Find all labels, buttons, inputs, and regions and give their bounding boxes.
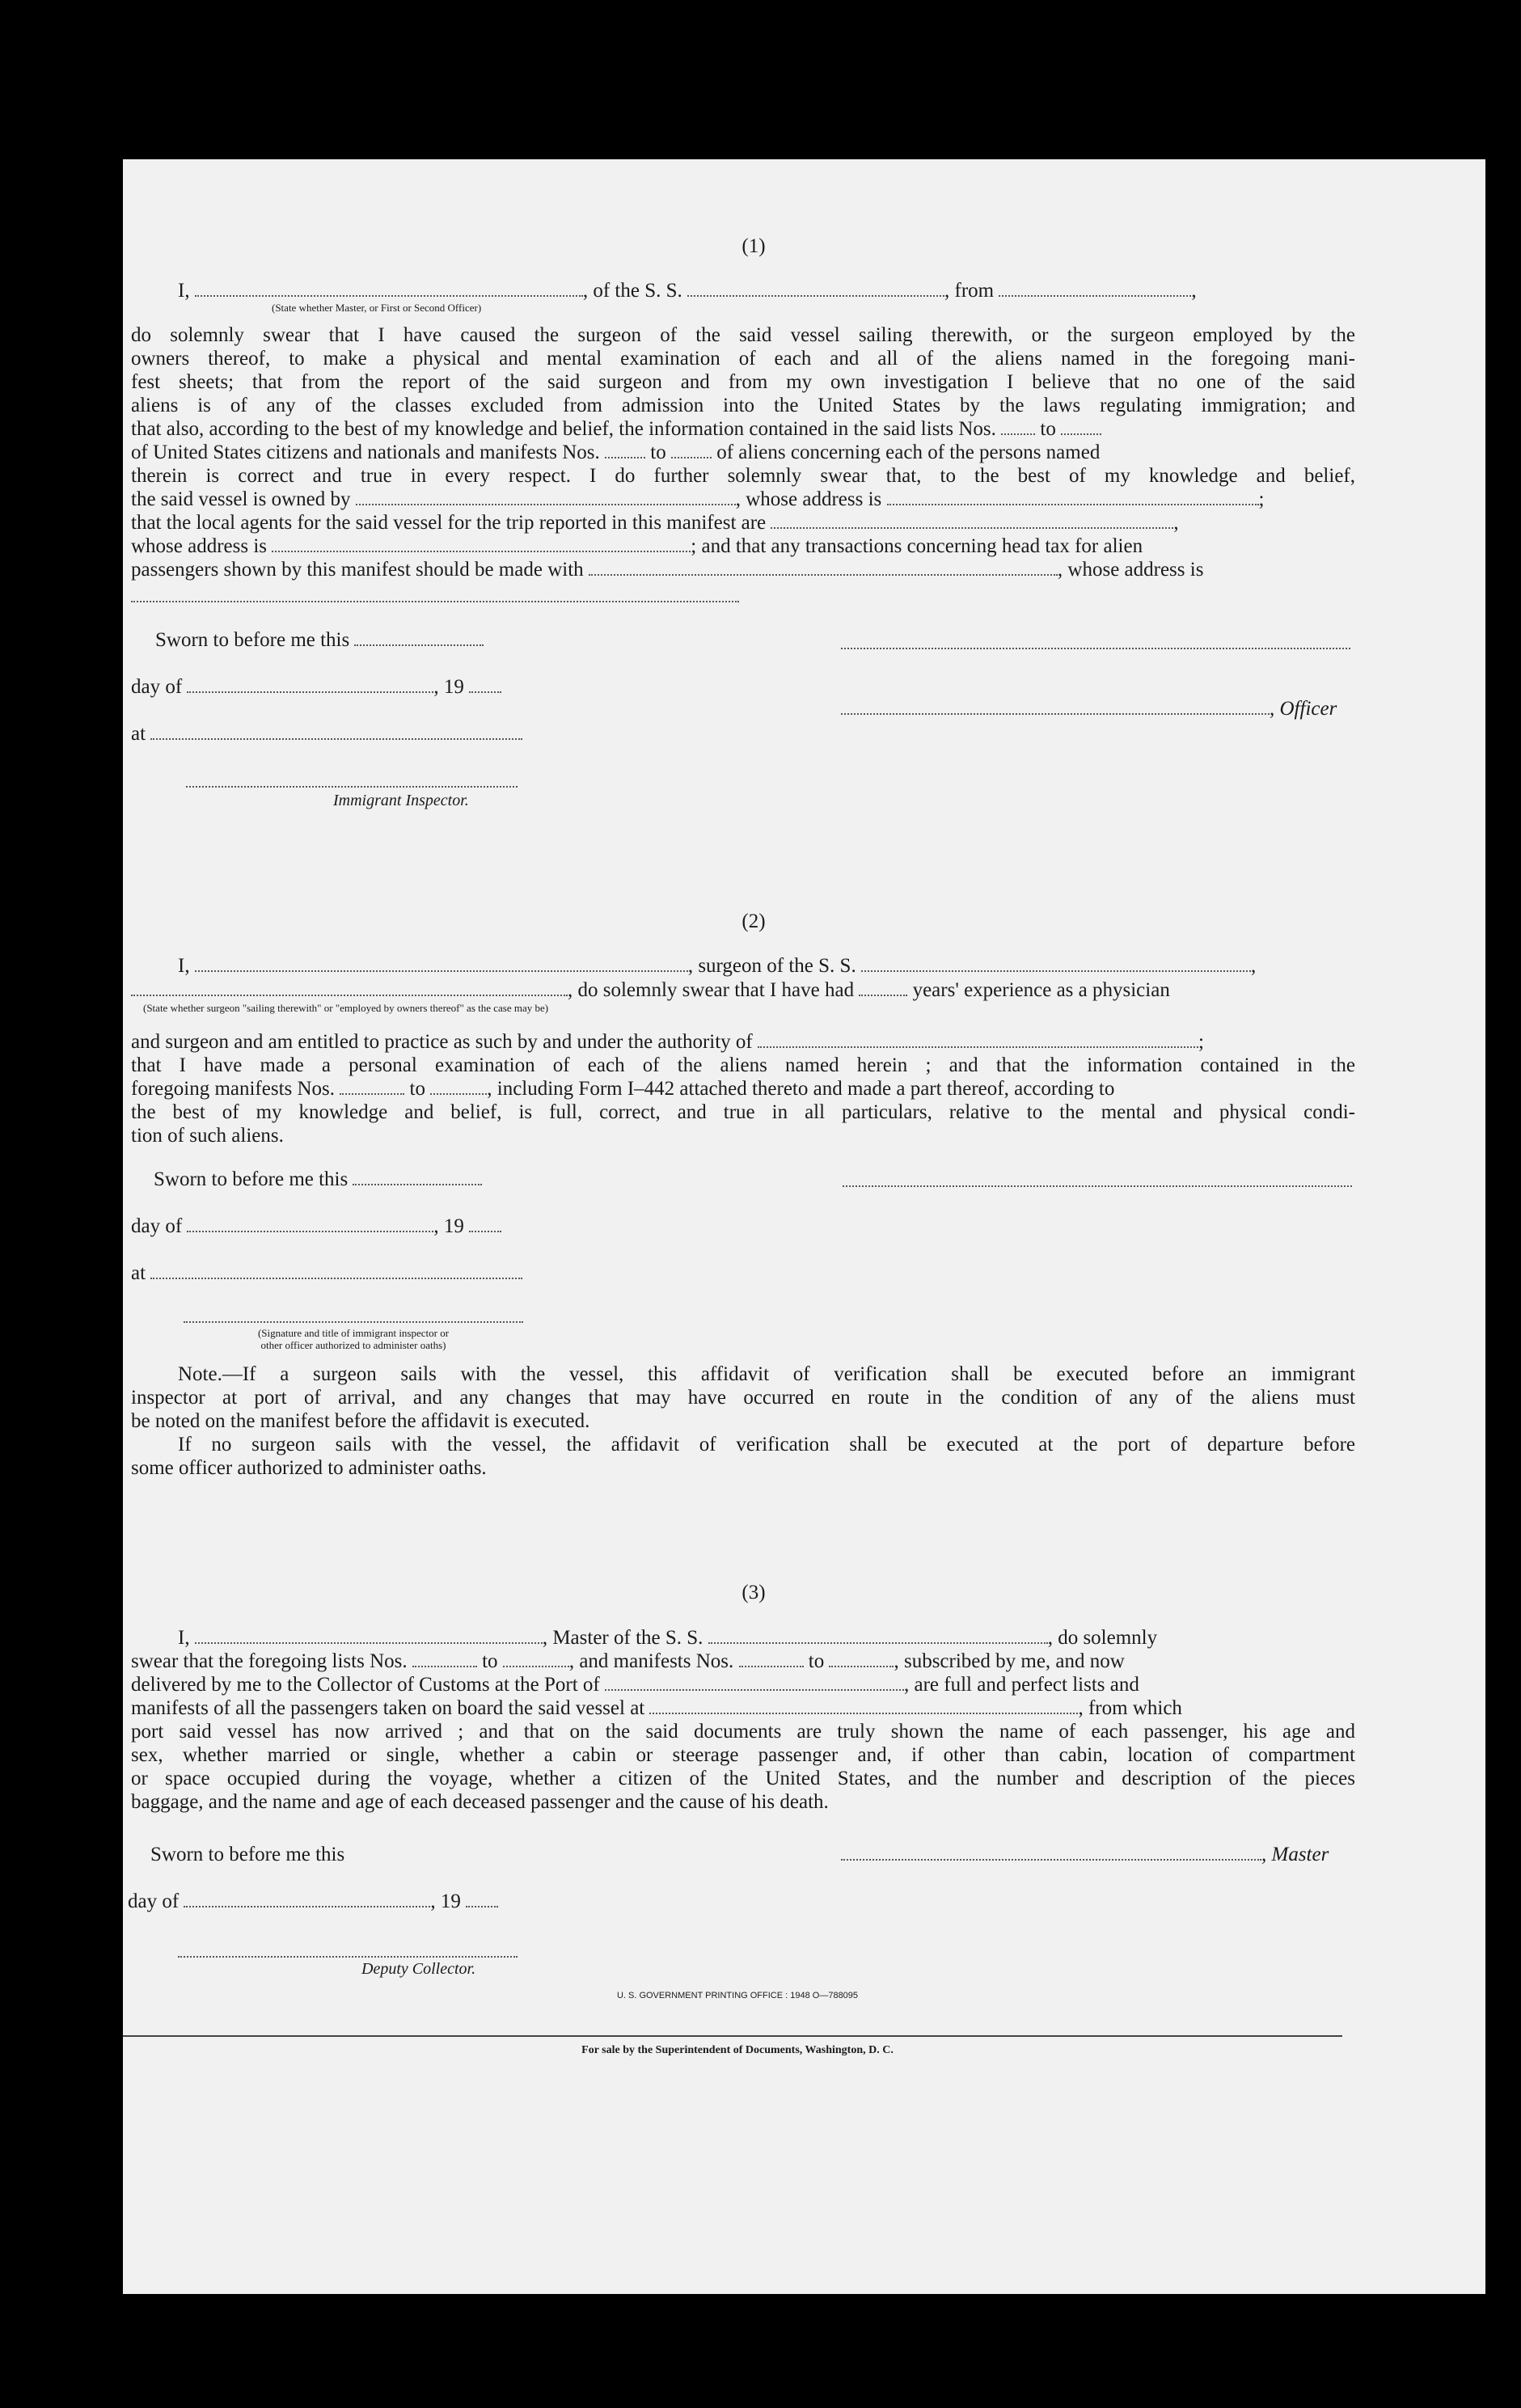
section3-body-4: baggage, and the name and age of each deceased passenger and the cause of his death. xyxy=(131,1791,829,1813)
s3-year-field[interactable] xyxy=(466,1890,498,1907)
section3-line2: swear that the foregoing lists Nos. to , and manifests Nos. to , subscribed by me, and now xyxy=(131,1650,1125,1672)
s3-day-of-line: day of , 19 xyxy=(128,1890,498,1914)
s2-signature-caption-1: (Signature and title of immigrant inspector or xyxy=(257,1327,450,1339)
manifests-to-field[interactable] xyxy=(671,441,712,458)
section1-line10: whose address is ; and that any transactions concerning head tax for alien xyxy=(131,535,1143,557)
surgeon-type-field[interactable] xyxy=(131,978,568,996)
s2-place-field[interactable] xyxy=(150,1261,522,1279)
section3-line4: manifests of all the passengers taken on board the said vessel at , from which xyxy=(131,1697,1182,1719)
s1-day-of-line: day of , 19 xyxy=(131,675,501,699)
section2-line2: , do solemnly swear that I have had years' experience as a physician xyxy=(131,978,1170,1003)
officer-name-field[interactable] xyxy=(195,279,583,297)
master-signature-field[interactable] xyxy=(841,1843,1261,1861)
s3-manifests-to-field[interactable] xyxy=(829,1650,894,1667)
s2-sworn-line: Sworn to before me this xyxy=(154,1168,482,1192)
section-number-3: (3) xyxy=(741,1582,766,1603)
section1-body-4: aliens is of any of the classes excluded from admission into the United States by the laws regulating immigration; and xyxy=(131,395,1355,416)
officer-signature-top-field[interactable] xyxy=(841,648,1350,649)
surgeon-signature-field[interactable] xyxy=(843,1185,1352,1187)
port-from-field[interactable] xyxy=(999,279,1191,297)
section1-line7: therein is correct and true in every respect. I do further solemnly swear that, to the best of my knowledge and belief, xyxy=(131,465,1355,487)
section3-body-3: or space occupied during the voyage, whether a citizen of the United States, and the number and description of the pieces xyxy=(131,1768,1355,1789)
s3-vessel-field[interactable] xyxy=(708,1626,1048,1644)
form-page xyxy=(123,159,1485,2294)
section1-line11: passengers shown by this manifest should be made with , whose address is xyxy=(131,559,1204,581)
inspector-signature-field[interactable] xyxy=(186,786,518,788)
section1-line8: the said vessel is owned by , whose address is ; xyxy=(131,488,1265,510)
s1-sworn-day-field[interactable] xyxy=(354,628,484,646)
gpo-imprint: U. S. GOVERNMENT PRINTING OFFICE : 1948 O—788095 xyxy=(616,1991,859,2000)
note1-line1: Note.—If a surgeon sails with the vessel, this affidavit of verification shall be executed before an immigrant xyxy=(178,1363,1355,1385)
surgeon-caption: (State whether surgeon "sailing therewith" or "employed by owners thereof" as the case may be) xyxy=(143,1002,549,1014)
s1-sworn-line: Sworn to before me this xyxy=(155,628,484,653)
section2-line4: that I have made a personal examination of each of the aliens named herein ; and that the information contained in the xyxy=(131,1054,1355,1076)
footer-rule xyxy=(123,2035,1342,2037)
section3-line1: I, , Master of the S. S. , do solemnly xyxy=(178,1627,1158,1649)
manifests-from-field[interactable] xyxy=(605,441,645,458)
master-signature-line: , Master xyxy=(841,1843,1329,1867)
note1-line2: inspector at port of arrival, and any changes that may have occurred en route in the condition of any of the aliens must xyxy=(131,1387,1355,1409)
s3-lists-to-field[interactable] xyxy=(503,1650,569,1667)
surgeon-name-field[interactable] xyxy=(195,954,688,972)
section3-body-2: sex, whether married or single, whether a cabin or steerage passenger and, if other than cabin, location of compartment xyxy=(131,1744,1355,1766)
owner-address-field[interactable] xyxy=(887,488,1259,505)
section3-line3: delivered by me to the Collector of Customs at the Port of , are full and perfect lists and xyxy=(131,1674,1139,1696)
vessel-name-field[interactable] xyxy=(687,279,944,297)
section3-body-1: port said vessel has now arrived ; and that on the said documents are truly shown the name of each passenger, his age and xyxy=(131,1721,1355,1743)
s1-place-field[interactable] xyxy=(150,722,522,740)
section2-line1: I, , surgeon of the S. S. , xyxy=(178,955,1257,977)
boarding-port-field[interactable] xyxy=(649,1696,1078,1714)
section1-line1: I, , of the S. S. , from , xyxy=(178,280,1197,302)
s2-vessel-field[interactable] xyxy=(861,954,1251,972)
section1-line9: that the local agents for the said vessel for the trip reported in this manifest are , xyxy=(131,512,1179,534)
section1-body-2: owners thereof, to make a physical and mental examination of each and all of the aliens named in the foregoing mani- xyxy=(131,348,1355,370)
section1-body-1: do solemnly swear that I have caused the surgeon of the said vessel sailing therewith, or the surgeon employed by the xyxy=(131,324,1355,346)
officer-signature-line: , Officer xyxy=(841,697,1337,721)
officer-signature-field[interactable] xyxy=(841,697,1270,715)
head-tax-field[interactable] xyxy=(589,558,1058,576)
section2-line5: foregoing manifests Nos. to , including Form I–442 attached thereto and made a part thereof, according to xyxy=(131,1078,1115,1100)
section-number-2: (2) xyxy=(741,910,766,932)
section1-body-3: fest sheets; that from the report of the said surgeon and from my own investigation I believe that no one of the said xyxy=(131,371,1355,393)
note1-line3: be noted on the manifest before the affidavit is executed. xyxy=(131,1410,590,1432)
s2-year-field[interactable] xyxy=(469,1215,501,1232)
note2-line2: some officer authorized to administer oaths. xyxy=(131,1457,487,1479)
s2-manifests-from-field[interactable] xyxy=(340,1077,404,1095)
section2-line7: tion of such aliens. xyxy=(131,1125,284,1147)
s3-manifests-from-field[interactable] xyxy=(739,1650,804,1667)
sale-notice: For sale by the Superintendent of Documents, Washington, D. C. xyxy=(581,2044,894,2056)
section1-line5: that also, according to the best of my knowledge and belief, the information contained in the said lists Nos. to xyxy=(131,417,1101,441)
section2-line6: the best of my knowledge and belief, is full, correct, and true in all particulars, relative to the mental and physical condi- xyxy=(131,1101,1355,1123)
years-experience-field[interactable] xyxy=(859,978,907,996)
authority-field[interactable] xyxy=(758,1030,1198,1048)
note2-line1: If no surgeon sails with the vessel, the affidavit of verification shall be executed at the port of departure before xyxy=(178,1434,1355,1455)
local-agents-field[interactable] xyxy=(771,511,1173,529)
s2-month-field[interactable] xyxy=(187,1215,433,1232)
s2-manifests-to-field[interactable] xyxy=(430,1077,487,1095)
officer-caption: (State whether Master, or First or Second Officer) xyxy=(272,302,482,314)
port-of-field[interactable] xyxy=(605,1673,904,1691)
head-tax-address-field[interactable] xyxy=(131,601,739,602)
s1-month-field[interactable] xyxy=(187,675,433,693)
owner-field[interactable] xyxy=(356,488,736,505)
section2-line3: and surgeon and am entitled to practice as such by and under the authority of ; xyxy=(131,1031,1204,1053)
collector-signature-field[interactable] xyxy=(178,1956,518,1958)
agents-address-field[interactable] xyxy=(272,534,691,552)
s2-inspector-signature-field[interactable] xyxy=(184,1321,523,1323)
s2-day-of-line: day of , 19 xyxy=(131,1215,501,1239)
s1-at-line: at xyxy=(131,722,522,746)
s1-year-field[interactable] xyxy=(469,675,501,693)
s3-lists-from-field[interactable] xyxy=(412,1650,477,1667)
s2-signature-caption-2: other officer authorized to administer oaths) xyxy=(260,1339,446,1351)
s2-at-line: at xyxy=(131,1261,522,1286)
lists-from-field[interactable] xyxy=(1001,417,1035,435)
s2-sworn-day-field[interactable] xyxy=(353,1168,482,1185)
master-name-field[interactable] xyxy=(195,1626,543,1644)
lists-to-field[interactable] xyxy=(1061,417,1101,435)
section1-line6: of United States citizens and nationals and manifests Nos. to of aliens concerning each of the persons named xyxy=(131,441,1101,463)
section-number-1: (1) xyxy=(741,235,766,257)
collector-title: Deputy Collector. xyxy=(361,1960,476,1978)
inspector-title: Immigrant Inspector. xyxy=(333,792,469,809)
s3-month-field[interactable] xyxy=(184,1890,430,1907)
s3-sworn-line: Sworn to before me this xyxy=(150,1844,345,1865)
